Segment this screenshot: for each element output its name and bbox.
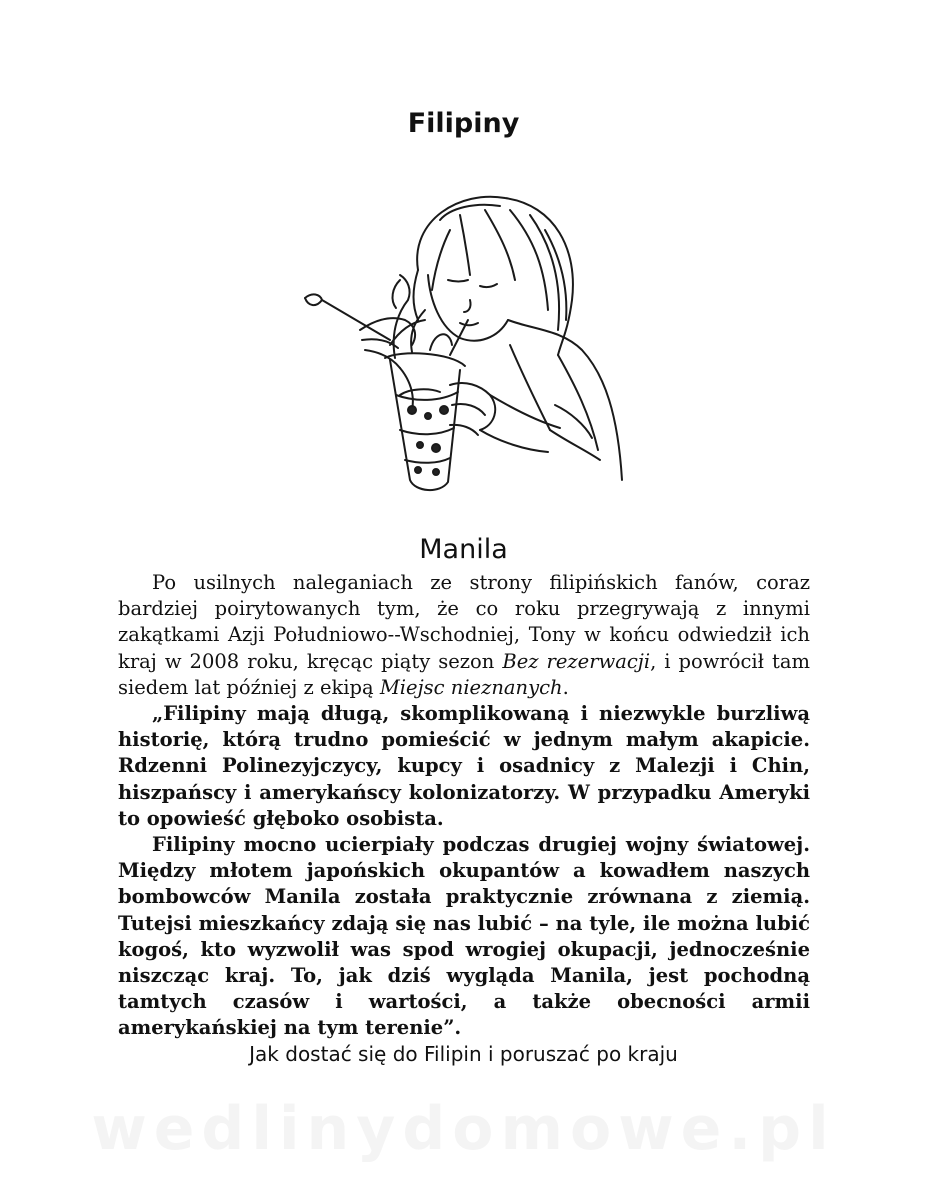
intro-text-3: .: [562, 675, 569, 699]
show-title-miejsc-nieznanych: Miejsc nieznanych: [379, 675, 563, 699]
girl-eating-dessert-illustration: [300, 180, 630, 530]
section-heading: Manila: [419, 534, 508, 565]
intro-paragraph: [118, 570, 810, 701]
intro-text-2: , i powrócił tam siedem lat później z ekipą: [118, 649, 810, 699]
article-body: [118, 570, 810, 1042]
intro-text-1: Po usilnych naleganiach ze strony filipińskich fanów, coraz bardziej poirytowanych tym, że co roku przegrywają z innymi zakątkami Azji Południowo--Wschodniej, Tony w końcu odwiedził ich kraj w 2008 roku, kręcąc piąty sezon: [118, 571, 810, 673]
next-section-heading: Jak dostać się do Filipin i poruszać po kraju: [249, 1042, 678, 1066]
show-title-bez-rezerwacji: Bez rezerwacji: [502, 649, 651, 673]
quote-paragraph-1: „Filipiny mają długą, skomplikowaną i niezwykle burzliwą historię, którą trudno pomieścić w jednym małym akapicie. Rdzenni Polinezyjczycy, kupcy i osadnicy z Malezji i Chin, hiszpańscy i amerykańscy kolonizatorzy. W przypadku Ameryki to opowieść głęboko osobista.: [118, 702, 810, 830]
page-title: Filipiny: [407, 108, 520, 139]
quote-paragraph-2: Filipiny mocno ucierpiały podczas drugiej wojny światowej. Między młotem japońskich okupantów a kowadłem naszych bombowców Manila została praktycznie zrównana z ziemią. Tutejsi mieszkańcy zdają się nas lubić – na tyle, ile można lubić kogoś, kto wyzwolił was spod wrogiej okupacji, jednocześnie niszcząc kraj. To, jak dziś wygląda Manila, jest pochodną tamtych czasów i wartości, a także obecności armii amerykańskiej na tym terenie”.: [118, 833, 810, 1040]
watermark: wedlinydomowe.pl: [91, 1094, 836, 1164]
